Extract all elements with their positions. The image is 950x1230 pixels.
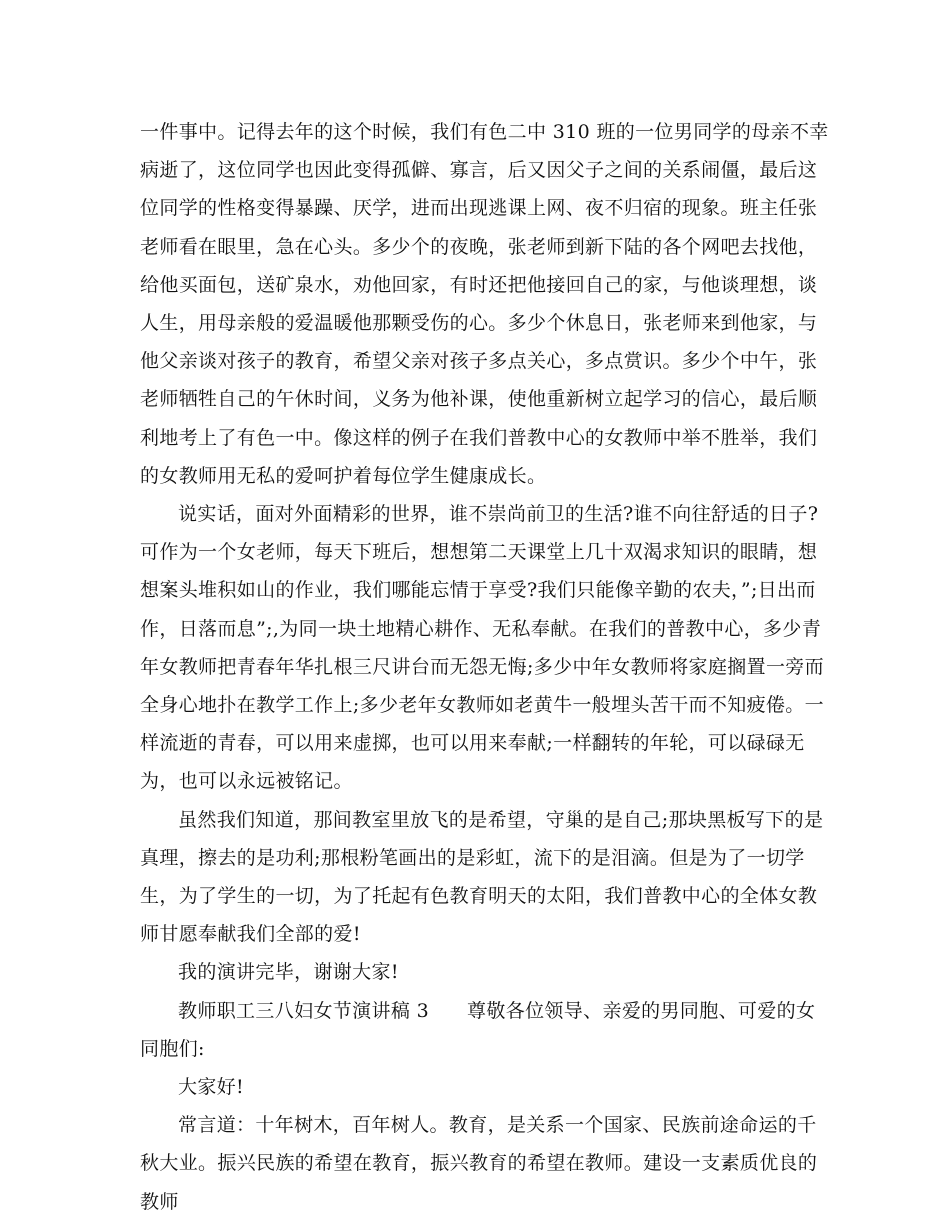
paragraph-4: 我的演讲完毕，谢谢大家! [178,961,399,984]
paragraph-3: 虽然我们知道，那间教室里放飞的是希望，守巢的是自己;那块黑板写下的是真理，擦去的是功利;那根粉笔画出的是彩虹，流下的是泪滴。但是为了一切学生，为了学生的一切，为了托起有色教育明天的太阳，我们普教中心的全体女教师甘愿奉献我们全部的爱! [140,808,824,946]
greeting-text: 尊敬各位领导、亲爱的男同胞、可爱的女同胞们: [140,999,816,1060]
paragraph-2: 说实话，面对外面精彩的世界，谁不崇尚前卫的生活?谁不向往舒适的日子?可作为一个女老师，每天下班后，想想第二天课堂上几十双渴求知识的眼睛，想想案头堆积如山的作业，我们哪能忘情于享受?我们只能像辛勤的农夫，”;日出而作，日落而息”;,为同一块土地精心耕作、无私奉献。在我们的普教中心，多少青年女教师把青春年华扎根三尺讲台而无怨无悔;多少中年女教师将家庭搁置一旁而全身心地扑在教学工作上;多少老年女教师如老黄牛一般埋头苦干而不知疲倦。一样流逝的青春，可以用来虚掷，也可以用来奉献;一样翻转的年轮，可以碌碌无为，也可以永远被铭记。 [140,503,825,793]
paragraph-6: 大家好! [178,1076,245,1099]
document-body [140,113,830,1221]
section-title: 教师职工三八妇女节演讲稿 3 [178,999,430,1022]
paragraph-5 [140,992,830,1068]
paragraph-1: 一件事中。记得去年的这个时候，我们有色二中 310 班的一位男同学的母亲不幸病逝了，这位同学也因此变得孤僻、寡言，后又因父子之间的关系闹僵，最后这位同学的性格变得暴躁、厌学，进而出现逃课上网、夜不归宿的现象。班主任张老师看在眼里，急在心头。多少个的夜晚，张老师到新下陆的各个网吧去找他，给他买面包，送矿泉水，劝他回家，有时还把他接回自己的家，与他谈理想，谈人生，用母亲般的爱温暖他那颗受伤的心。多少个休息日，张老师来到他家，与他父亲谈对孩子的教育，希望父亲对孩子多点关心，多点赏识。多少个中午，张老师牺牲自己的午休时间，义务为他补课，使他重新树立起学习的信心，最后顺利地考上了有色一中。像这样的例子在我们普教中心的女教师中举不胜举，我们的女教师用无私的爱呵护着每位学生健康成长。 [140,121,829,487]
paragraph-7: 常言道：十年树木，百年树人。教育，是关系一个国家、民族前途命运的千秋大业。振兴民族的希望在教育，振兴教育的希望在教师。建设一支素质优良的教师 [140,1114,818,1213]
